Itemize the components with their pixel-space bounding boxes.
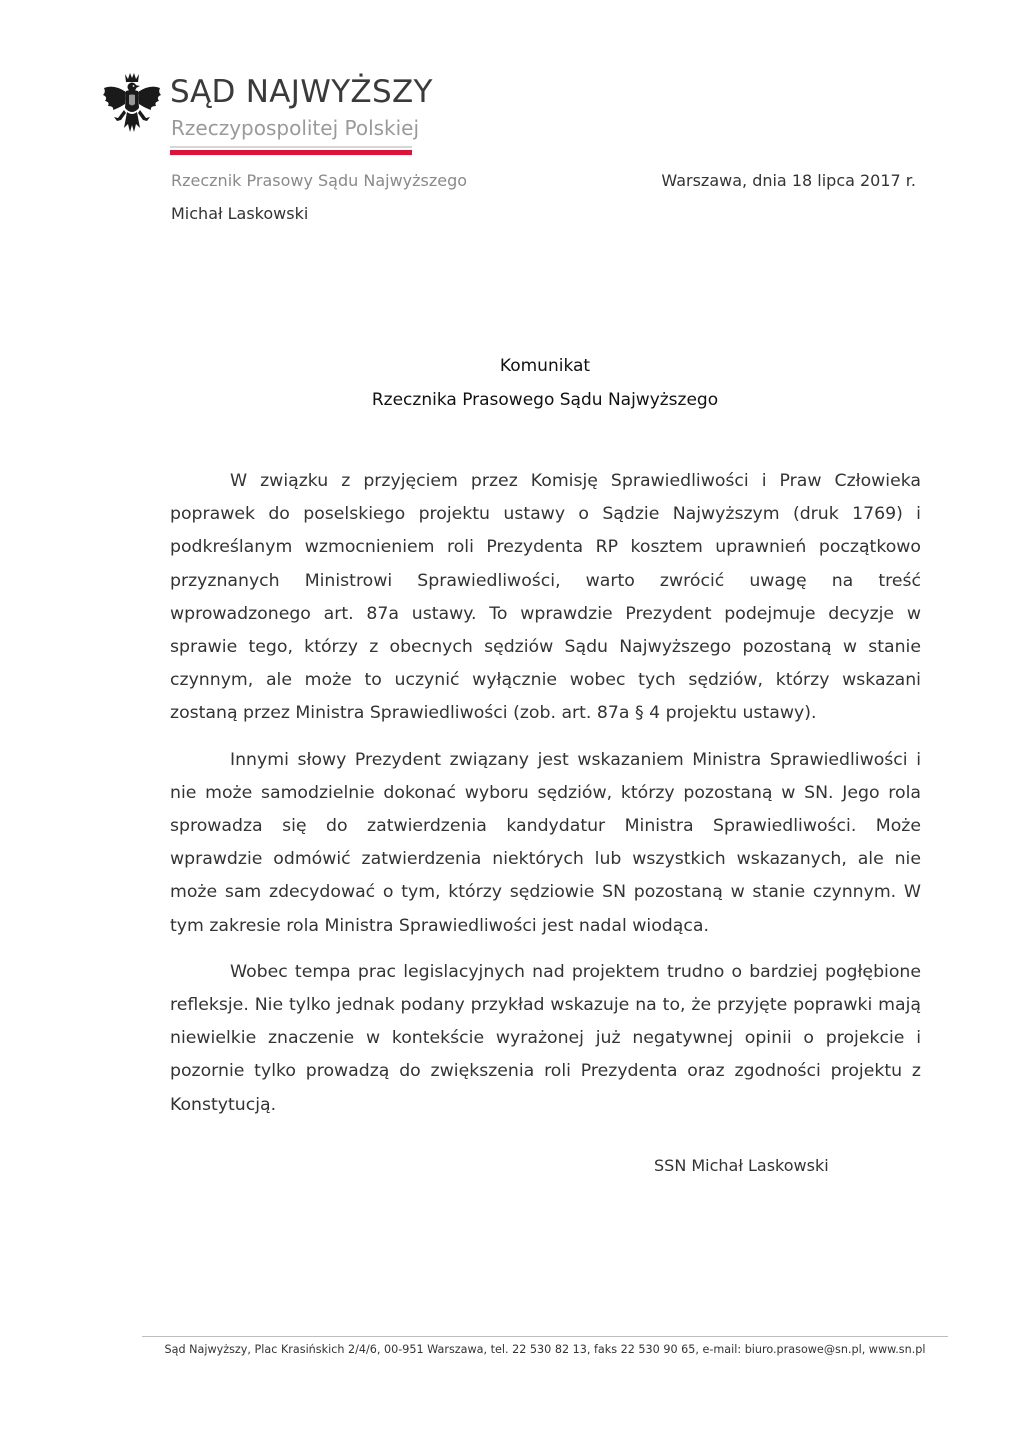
date-line: Warszawa, dnia 18 lipca 2017 r. — [661, 171, 916, 190]
org-name: SĄD NAJWYŻSZY — [170, 74, 433, 110]
body-paragraph-1: W związku z przyjęciem przez Komisję Sprawiedliwości i Praw Człowieka poprawek do poselskiego projektu ustawy o Sądzie Najwyższym (druk 1769) i podkreślanym wzmocnieniem roli Prezydenta RP kosztem uprawnień początkowo przyznanych Ministrowi Sprawiedliwości, warto zwrócić uwagę na treść wprowadzonego art. 87a ustawy. To wprawdzie Prezydent podejmuje decyzje w sprawie tego, którzy z obecnych sędziów Sądu Najwyższego pozostaną w stanie czynnym, ale może to uczynić wyłącznie wobec tych sędziów, którzy wskazani zostaną przez Ministra Sprawiedliwości (zob. art. 87a § 4 projektu ustawy). — [170, 471, 921, 724]
footer-divider — [142, 1336, 948, 1337]
polish-eagle-emblem-icon — [100, 70, 164, 142]
document-body — [170, 465, 921, 1135]
body-paragraph-2: Innymi słowy Prezydent związany jest wskazaniem Ministra Sprawiedliwości i nie może samodzielnie dokonać wyboru sędziów, którzy pozostaną w SN. Jego rola sprowadza się do zatwierdzenia kandydatur Ministra Sprawiedliwości. Może wprawdzie odmówić zatwierdzenia niektórych lub wszystkich wskazanych, ale nie może sam zdecydować o tym, którzy sędziowie SN pozostaną w stanie czynnym. W tym zakresie rola Ministra Sprawiedliwości jest nadal wiodąca. — [170, 749, 921, 936]
title-line-2: Rzecznika Prasowego Sądu Najwyższego — [371, 390, 719, 410]
body-paragraph-3: Wobec tempa prac legislacyjnych nad projektem trudno o bardziej pogłębione refleksje. Nie tylko jednak podany przykład wskazuje na to, że przyjęte poprawki mają niewielkie znaczenie w kontekście wyrażonej już negatywnej opinii o projekcie i pozornie tylko prowadzą do zwiększenia roli Prezydenta oraz zgodności projektu z Konstytucją. — [170, 961, 921, 1115]
footer-contact: Sąd Najwyższy, Plac Krasińskich 2/4/6, 00-951 Warszawa, tel. 22 530 82 13, faks 22 530 90 65, e-mail: biuro.prasowe@sn.pl, www.sn.pl — [164, 1343, 926, 1356]
document-title — [170, 349, 920, 417]
org-subtitle: Rzeczypospolitej Polskiej — [171, 116, 420, 140]
title-line-1: Komunikat — [499, 356, 591, 376]
signature: SSN Michał Laskowski — [654, 1156, 829, 1175]
flag-stripe-red — [170, 150, 412, 155]
sender-role: Rzecznik Prasowy Sądu Najwyższego — [171, 171, 468, 190]
sender-name: Michał Laskowski — [171, 204, 309, 223]
flag-stripe-white — [170, 146, 412, 148]
